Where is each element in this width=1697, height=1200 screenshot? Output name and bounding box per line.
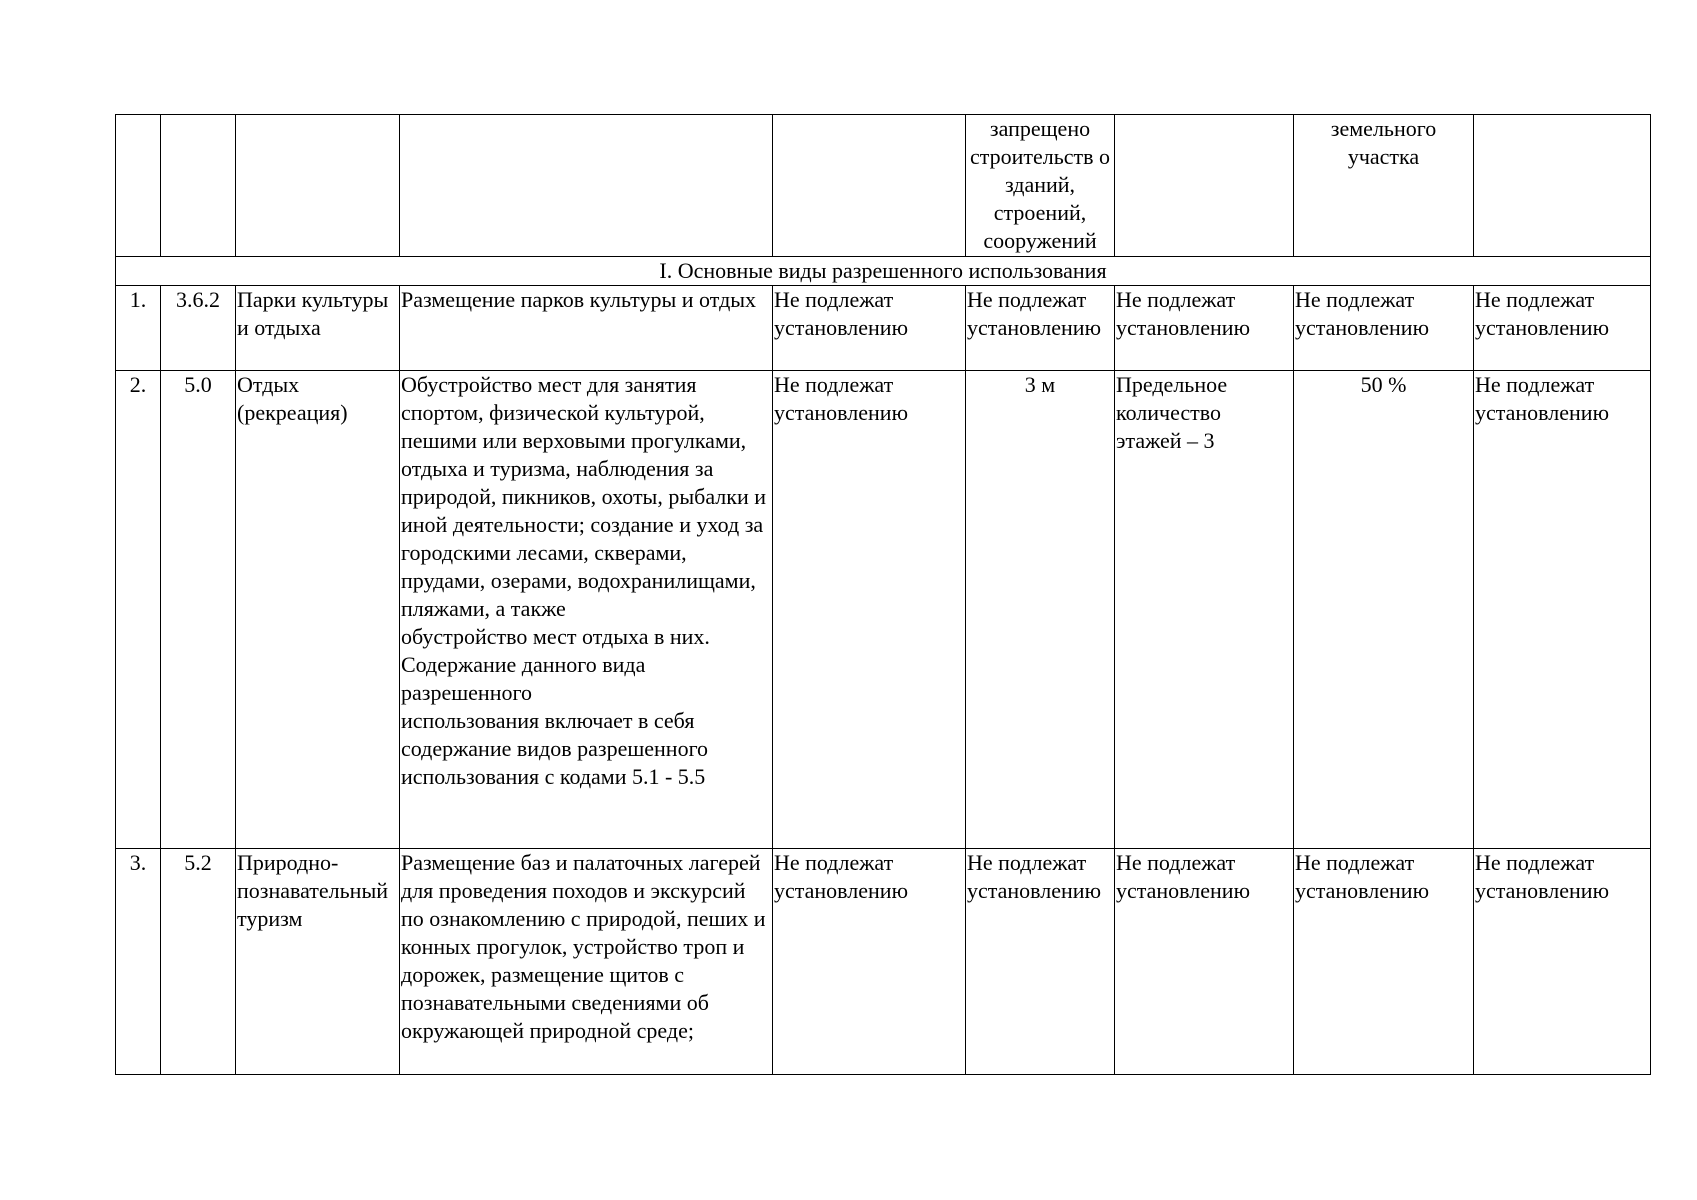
header-cell-description [400, 115, 773, 257]
row-name: Парки культуры и отдыха [236, 286, 400, 371]
row-code: 5.2 [161, 849, 236, 1075]
row-cell-7: Предельное количество этажей – 3 [1115, 371, 1294, 849]
header-cell-num [116, 115, 161, 257]
row-code: 3.6.2 [161, 286, 236, 371]
table-row [116, 371, 1651, 849]
row-number: 1. [116, 286, 161, 371]
row-name: Природно-познавательный туризм [236, 849, 400, 1075]
row-cell-5: Не подлежат установлению [773, 849, 966, 1075]
header-continuation-row [116, 115, 1651, 257]
row-description: Обустройство мест для занятия спортом, физической культурой, пешими или верховыми прогулками, отдыха и туризма, наблюдения за природой, пикников, охоты, рыбалки и иной деятельности; создание и уход за городскими лесами, скверами, прудами, озерами, водохранилищами, пляжами, а также обустройство мест отдыха в них. Содержание данного вида разрешенного использования включает в себя содержание видов разрешенного использования с кодами 5.1 - 5.5 [400, 371, 773, 849]
row-cell-9: Не подлежат установлению [1474, 286, 1651, 371]
land-use-regulations-table [115, 114, 1651, 1075]
row-description: Размещение баз и палаточных лагерей для проведения походов и экскурсий по ознакомлению с природой, пеших и конных прогулок, устройство троп и дорожек, размещение щитов с познавательными сведениями об окружающей природной среде; [400, 849, 773, 1075]
header-cell-5 [773, 115, 966, 257]
row-number: 3. [116, 849, 161, 1075]
row-name: Отдых (рекреация) [236, 371, 400, 849]
section-row [116, 257, 1651, 286]
row-cell-5: Не подлежат установлению [773, 371, 966, 849]
header-cell-9 [1474, 115, 1651, 257]
header-cell-8: земельного участка [1294, 115, 1474, 257]
row-cell-7: Не подлежат установлению [1115, 286, 1294, 371]
row-cell-9: Не подлежат установлению [1474, 849, 1651, 1075]
row-cell-9: Не подлежат установлению [1474, 371, 1651, 849]
row-description: Размещение парков культуры и отдых [400, 286, 773, 371]
row-number: 2. [116, 371, 161, 849]
row-code: 5.0 [161, 371, 236, 849]
row-cell-6: 3 м [966, 371, 1115, 849]
row-cell-8: Не подлежат установлению [1294, 849, 1474, 1075]
row-cell-8: Не подлежат установлению [1294, 286, 1474, 371]
header-cell-7 [1115, 115, 1294, 257]
row-cell-5: Не подлежат установлению [773, 286, 966, 371]
header-cell-6: запрещено строительств о зданий, строений, сооружений [966, 115, 1115, 257]
table-row [116, 286, 1651, 371]
row-cell-7: Не подлежат установлению [1115, 849, 1294, 1075]
row-cell-6: Не подлежат установлению [966, 849, 1115, 1075]
row-cell-6: Не подлежат установлению [966, 286, 1115, 371]
header-cell-code [161, 115, 236, 257]
section-title: I. Основные виды разрешенного использования [116, 257, 1651, 286]
table-row [116, 849, 1651, 1075]
row-cell-8: 50 % [1294, 371, 1474, 849]
header-cell-name [236, 115, 400, 257]
